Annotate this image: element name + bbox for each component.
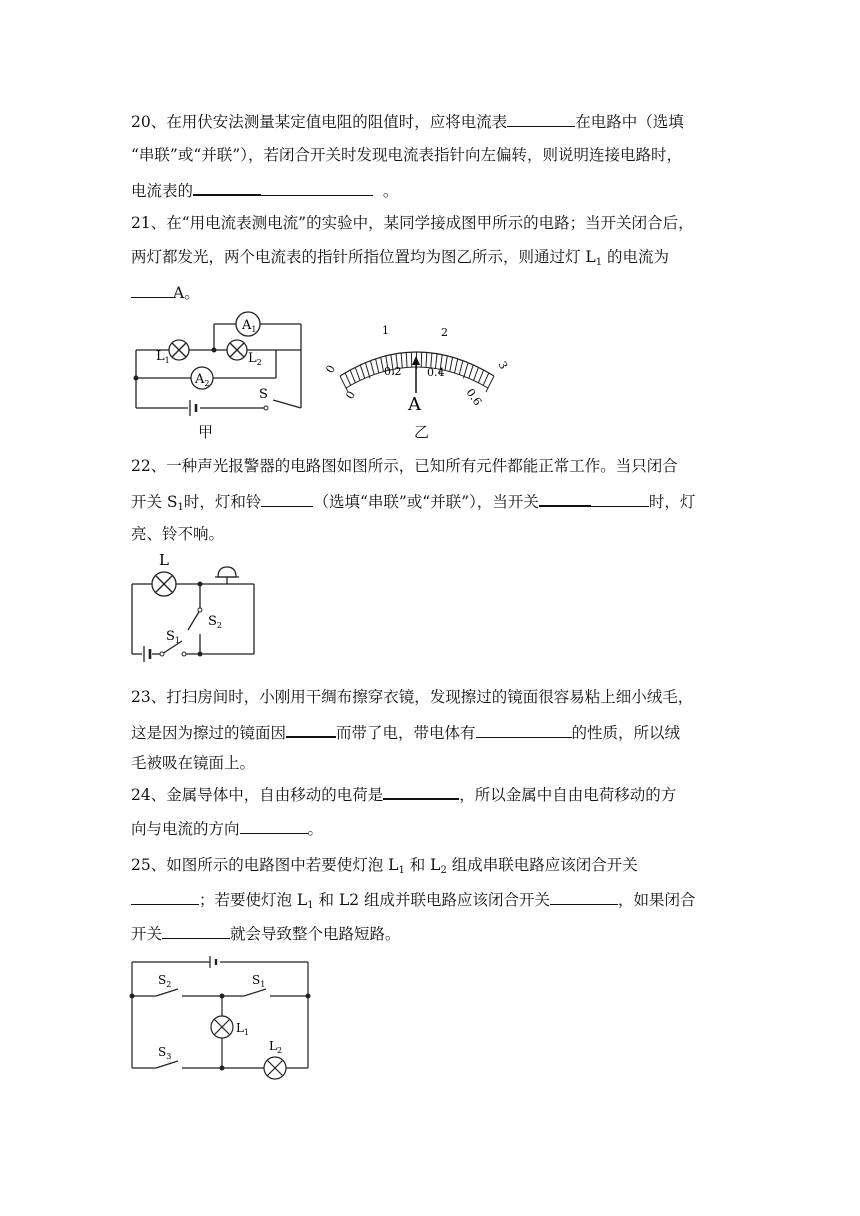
dial-tick-mark xyxy=(406,352,407,367)
dial-tick-mark xyxy=(455,359,458,373)
q20-line1 xyxy=(131,111,684,132)
q21-text: 的电流为 xyxy=(602,248,670,266)
q20-text: “串联”或“并联”），若闭合开关时发现电流表指针向左偏转，则说明连接电路时， xyxy=(131,146,682,164)
switch-s2-label: $S_2$ xyxy=(158,973,172,989)
q23-line2 xyxy=(131,721,680,743)
ammeter-a2-label: $A_2$ xyxy=(195,372,210,388)
q25-line1 xyxy=(131,855,638,875)
q24-blank-1[interactable] xyxy=(383,783,459,800)
q24-text: 。 xyxy=(307,820,324,838)
q21-text: 两灯都发光，两个电流表的指针所指位置均为图乙所示，则通过灯 L xyxy=(131,248,596,266)
q25-text: 开关 xyxy=(131,925,163,943)
q22-text: 亮、铃不响。 xyxy=(131,525,225,543)
q23-text: 23、打扫房间时，小刚用干绸布擦穿衣镜，发现擦过的镜面很容易粘上细小绒毛， xyxy=(131,688,694,706)
dial-big-tick-1: 1 xyxy=(382,324,389,337)
q20-blank-2a[interactable] xyxy=(193,179,261,196)
switch-s1-label: $S_1$ xyxy=(166,629,180,645)
q25-text: 就会导致整个电路短路。 xyxy=(230,925,401,943)
q25-subscript: 1 xyxy=(398,865,405,876)
figure-caption-yi: 乙 xyxy=(414,423,430,441)
dial-big-tick-2: 2 xyxy=(441,326,448,339)
dial-tick-mark xyxy=(469,365,473,378)
dial-tick-mark xyxy=(459,361,463,375)
lamp-l2-label: $L_2$ xyxy=(269,1039,283,1055)
dial-tick-mark xyxy=(474,367,479,380)
q22-subscript: 1 xyxy=(177,502,184,513)
q22-text: 开关 S xyxy=(131,493,178,511)
q20-line2 xyxy=(131,145,682,165)
q20-blank-1[interactable] xyxy=(507,111,575,127)
q25-text: 和 L2 组成并联电路应该闭合开关 xyxy=(313,891,551,909)
switch-s1-label: $S_1$ xyxy=(252,973,266,989)
q24-text: ，所以金属中自由电荷移动的方 xyxy=(459,786,677,804)
dial-tick-mark xyxy=(345,373,351,385)
q24-line2 xyxy=(131,818,323,839)
dial-small-tick-2: 0.4 xyxy=(427,366,445,379)
q24-blank-2[interactable] xyxy=(240,818,308,834)
q25-text: ，如果闭合 xyxy=(618,891,696,909)
q25-blank-1[interactable] xyxy=(131,889,199,905)
dial-tick-mark xyxy=(445,356,447,371)
q22-text: （选填“串联”或“并联”），当开关 xyxy=(313,493,539,511)
dial-tick-mark xyxy=(370,361,374,375)
q25-blank-2[interactable] xyxy=(550,889,618,905)
q23-text: 的性质，所以绒 xyxy=(571,724,681,742)
q20-line3 xyxy=(131,179,398,201)
circuit-figure-jia xyxy=(126,310,306,445)
q25-line2 xyxy=(131,889,696,910)
q23-blank-1[interactable] xyxy=(286,721,336,738)
dial-small-tick-0: 0 xyxy=(343,388,359,402)
lamp-l1-label: $L_1$ xyxy=(156,349,170,365)
q25-text: ；若要使灯泡 L xyxy=(199,891,308,909)
q22-text: 时，灯 xyxy=(648,493,696,511)
q25-subscript: 1 xyxy=(307,900,314,911)
q22-blank-2b[interactable] xyxy=(591,491,649,507)
q20-text: 。 xyxy=(382,182,399,200)
q20-text: 电流表的 xyxy=(131,182,194,200)
ammeter-a1-label: $A_1$ xyxy=(242,318,257,334)
q21-text: 21、在“用电流表测电流”的实验中，某同学接成图甲所示的电路；当开关闭合后， xyxy=(131,214,694,232)
q25-text: 和 L xyxy=(404,856,441,874)
dial-tick-mark xyxy=(486,376,494,392)
alarm-circuit-figure xyxy=(126,550,266,670)
switch-s-label: S xyxy=(259,387,268,402)
q25-line3 xyxy=(131,923,401,944)
q21-line1 xyxy=(131,213,694,233)
q21-line3 xyxy=(131,282,200,303)
q21-line2 xyxy=(131,247,669,267)
q22-blank-1[interactable] xyxy=(261,491,313,507)
dial-tick-mark xyxy=(360,365,364,378)
q22-line3 xyxy=(131,524,224,544)
dial-tick-mark xyxy=(450,357,453,371)
dial-tick-mark xyxy=(463,363,468,379)
q23-line3 xyxy=(131,753,255,773)
q20-text: 在电路中（选填 xyxy=(575,113,684,131)
series-parallel-circuit-figure xyxy=(126,952,316,1082)
lamp-l2-label: $L_2$ xyxy=(248,351,262,367)
q25-text: 组成串联电路应该闭合开关 xyxy=(446,856,638,874)
q23-line1 xyxy=(131,687,693,707)
q23-text: 这是因为擦过的镜面因 xyxy=(131,724,287,742)
q20-blank-2b[interactable] xyxy=(261,180,373,196)
q21-subscript: 1 xyxy=(595,257,603,268)
lamp-l-label: L xyxy=(159,551,169,569)
lamp-l1-label: $L_1$ xyxy=(236,1021,250,1037)
dial-tick-mark xyxy=(365,363,370,379)
q24-line1 xyxy=(131,783,676,805)
switch-s2-label: $S_2$ xyxy=(208,614,222,630)
q25-blank-3[interactable] xyxy=(162,923,230,939)
switch-s3-label: $S_3$ xyxy=(158,1045,172,1061)
q24-text: 24、金属导体中，自由移动的电荷是 xyxy=(131,786,384,804)
dial-big-tick-3: 3 xyxy=(495,359,511,372)
q23-blank-2[interactable] xyxy=(476,722,572,738)
dial-unit-label: A xyxy=(408,394,421,415)
dial-tick-mark xyxy=(483,373,489,385)
q23-text: 毛被吸在镜面上。 xyxy=(131,754,256,772)
q22-line1 xyxy=(131,456,678,476)
figure-caption-jia: 甲 xyxy=(198,423,214,441)
q22-text: 22、一种声光报警器的电路图如图所示，已知所有元件都能正常工作。当只闭合 xyxy=(131,457,678,475)
q25-text: 25、如图所示的电路图中若要使灯泡 L xyxy=(131,856,399,874)
dial-big-tick-0: 0 xyxy=(323,362,339,376)
q25-subscript: 2 xyxy=(440,865,447,876)
q24-text: 向与电流的方向 xyxy=(131,820,240,838)
dial-tick-mark xyxy=(350,370,355,383)
ammeter-dial-figure-yi xyxy=(318,318,514,418)
q22-text: 时，灯和铃 xyxy=(183,493,262,511)
dial-small-tick-3: 0.6 xyxy=(463,386,485,409)
dial-tick-mark xyxy=(478,370,483,383)
q22-line2 xyxy=(131,490,695,512)
q21-text: A。 xyxy=(173,284,200,302)
q21-blank[interactable] xyxy=(131,282,173,298)
dial-tick-mark xyxy=(355,367,360,380)
q20-text: 20、在用伏安法测量某定值电阻的阻值时，应将电流表 xyxy=(131,113,508,131)
dial-small-tick-1: 0.2 xyxy=(384,365,402,378)
q22-blank-2a[interactable] xyxy=(539,490,591,507)
q23-text: 而带了电，带电体有 xyxy=(336,724,476,742)
dial-tick-mark xyxy=(376,359,379,373)
